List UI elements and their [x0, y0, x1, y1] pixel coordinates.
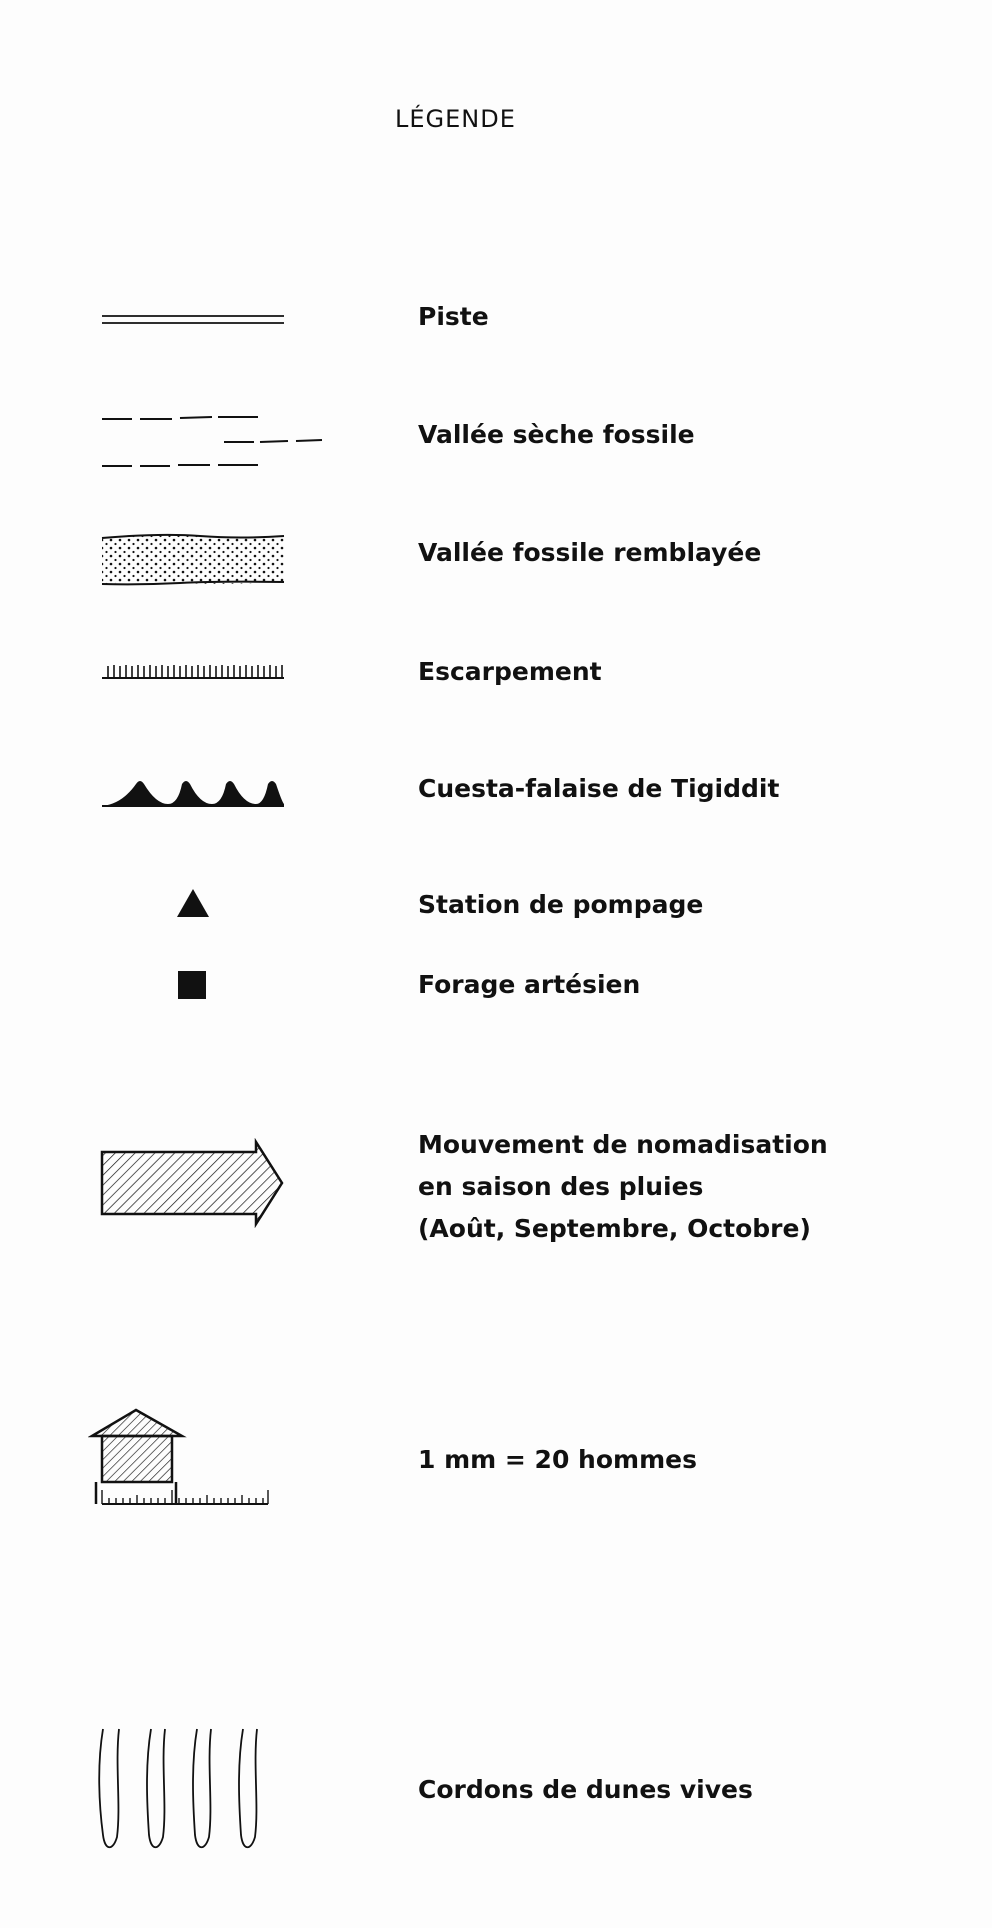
filled-valley-symbol: [100, 530, 290, 590]
label-dunes: Cordons de dunes vives: [418, 1775, 753, 1804]
label-vallee-seche: Vallée sèche fossile: [418, 420, 695, 449]
label-piste: Piste: [418, 302, 489, 331]
label-scale: 1 mm = 20 hommes: [418, 1445, 697, 1474]
nomadism-arrow-icon: [100, 1138, 290, 1228]
label-cuesta: Cuesta-falaise de Tigiddit: [418, 774, 780, 803]
dune-ridges-icon: [95, 1725, 275, 1855]
cuesta-symbol: [100, 770, 290, 810]
escarpment-symbol: [100, 660, 290, 684]
label-station: Station de pompage: [418, 890, 704, 919]
label-nomadisation-2: en saison des pluies: [418, 1172, 704, 1201]
label-vallee-remblayee: Vallée fossile remblayée: [418, 538, 762, 567]
dry-valley-symbol: [100, 410, 330, 480]
pumping-station-icon: [175, 887, 211, 919]
label-nomadisation-1: Mouvement de nomadisation: [418, 1130, 828, 1159]
label-escarpement: Escarpement: [418, 657, 602, 686]
label-forage: Forage artésien: [418, 970, 641, 999]
label-nomadisation-3: (Août, Septembre, Octobre): [418, 1214, 811, 1243]
artesian-well-icon: [177, 970, 207, 1000]
track-symbol: [100, 310, 290, 330]
legend-title: LÉGENDE: [395, 105, 516, 133]
hut-scale-icon: [88, 1406, 278, 1516]
